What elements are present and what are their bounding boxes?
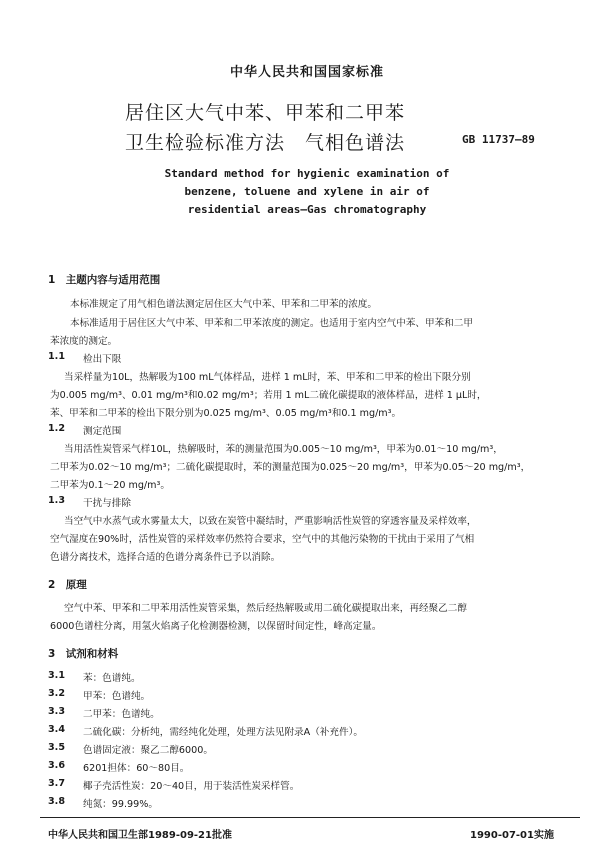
item-3-8-text: 纯氮：99.99%。	[83, 799, 158, 810]
title-en-line2: benzene, toluene and xylene in air of	[184, 185, 430, 198]
approval-date: 中华人民共和国卫生部1989-09-21批准	[48, 830, 232, 841]
title-en-line1: Standard method for hygienic examination of	[164, 167, 450, 180]
clause-1-2-line-3: 二甲苯为0.1～20 mg/m³。	[50, 480, 170, 491]
clause-1-3-line-3: 色谱分离技术，选择合适的色谱分离条件已予以消除。	[50, 552, 281, 563]
item-3-5-text: 色谱固定液：聚乙二醇6000。	[83, 745, 213, 756]
item-3-3-text: 二甲苯：色谱纯。	[83, 709, 160, 720]
clause-1-2-line-2: 二甲苯为0.02～10 mg/m³；二硫化碳提取时，苯的测量范围为0.025～20 mg/m³，甲苯为0.05～20 mg/m³，	[50, 462, 531, 473]
standard-code: GB 11737—89	[462, 133, 535, 146]
section-1-paragraph-1: 本标准规定了用气相色谱法测定居住区大气中苯、甲苯和二甲苯的浓度。	[70, 299, 377, 310]
item-3-4-text: 二硫化碳：分析纯，需经纯化处理，处理方法见附录A（补充件）。	[83, 727, 363, 738]
clause-1-2-line-1: 当用活性炭管采气样10L，热解吸时，苯的测量范围为0.005～10 mg/m³，甲苯为0.01～10 mg/m³，	[64, 444, 503, 455]
clause-1-3-number: 1.3	[48, 495, 65, 506]
section-2-heading: 2 原理	[48, 579, 87, 591]
issuing-authority: 中华人民共和国国家标准	[229, 65, 384, 80]
clause-1-1-title: 检出下限	[83, 354, 122, 365]
clause-1-2-number: 1.2	[48, 423, 65, 434]
section-1-paragraph-2-line-1: 本标准适用于居住区大气中苯、甲苯和二甲苯浓度的测定。也适用于室内空气中苯、甲苯和二甲	[70, 318, 473, 329]
item-3-2-number: 3.2	[48, 688, 65, 699]
section-1-heading: 1 主题内容与适用范围	[48, 274, 161, 286]
item-3-6-number: 3.6	[48, 760, 65, 771]
effective-date: 1990-07-01实施	[470, 830, 554, 841]
clause-1-1-line-1: 当采样量为10L，热解吸为100 mL气体样品，进样 1 mL时，苯、甲苯和二甲苯的检出下限分别	[64, 372, 471, 383]
title-cn-line1: 居住区大气中苯、甲苯和二甲苯	[125, 102, 406, 124]
section-2-line-2: 6000色谱柱分离，用氢火焰离子化检测器检测，以保留时间定性，峰高定量。	[50, 621, 382, 632]
clause-1-2-title: 测定范围	[83, 426, 122, 437]
item-3-6-text: 6201担体：60～80目。	[83, 763, 190, 774]
section-1-paragraph-2-line-2: 苯浓度的测定。	[50, 336, 118, 347]
clause-1-1-line-2: 为0.005 mg/m³、0.01 mg/m³和0.02 mg/m³；若用 1 mL二硫化碳提取的液体样品，进样 1 μL时，	[50, 390, 487, 401]
clause-1-3-title: 干扰与排除	[83, 498, 131, 509]
item-3-7-number: 3.7	[48, 778, 65, 789]
clause-1-1-number: 1.1	[48, 351, 65, 362]
footer-divider	[40, 817, 580, 818]
item-3-1-number: 3.1	[48, 670, 65, 681]
clause-1-1-line-3: 苯、甲苯和二甲苯的检出下限分别为0.025 mg/m³、0.05 mg/m³和0.1 mg/m³。	[50, 408, 402, 419]
section-2-line-1: 空气中苯、甲苯和二甲苯用活性炭管采集，然后经热解吸或用二硫化碳提取出来，再经聚乙二醇	[64, 603, 467, 614]
item-3-2-text: 甲苯：色谱纯。	[83, 691, 151, 702]
title-cn-line2: 卫生检验标准方法 气相色谱法	[125, 132, 406, 154]
title-en-line3: residential areas—Gas chromatography	[187, 203, 427, 216]
item-3-3-number: 3.3	[48, 706, 65, 717]
item-3-1-text: 苯：色谱纯。	[83, 673, 141, 684]
item-3-5-number: 3.5	[48, 742, 65, 753]
clause-1-3-line-2: 空气湿度在90%时，活性炭管的采样效率仍然符合要求，空气中的其他污染物的干扰由于采用了气相	[50, 534, 475, 545]
clause-1-3-line-1: 当空气中水蒸气或水雾量太大，以致在炭管中凝结时，严重影响活性炭管的穿透容量及采样效率，	[64, 516, 477, 527]
item-3-7-text: 椰子壳活性炭：20～40目，用于装活性炭采样管。	[83, 781, 300, 792]
section-3-heading: 3 试剂和材料	[48, 648, 119, 660]
item-3-4-number: 3.4	[48, 724, 65, 735]
item-3-8-number: 3.8	[48, 796, 65, 807]
